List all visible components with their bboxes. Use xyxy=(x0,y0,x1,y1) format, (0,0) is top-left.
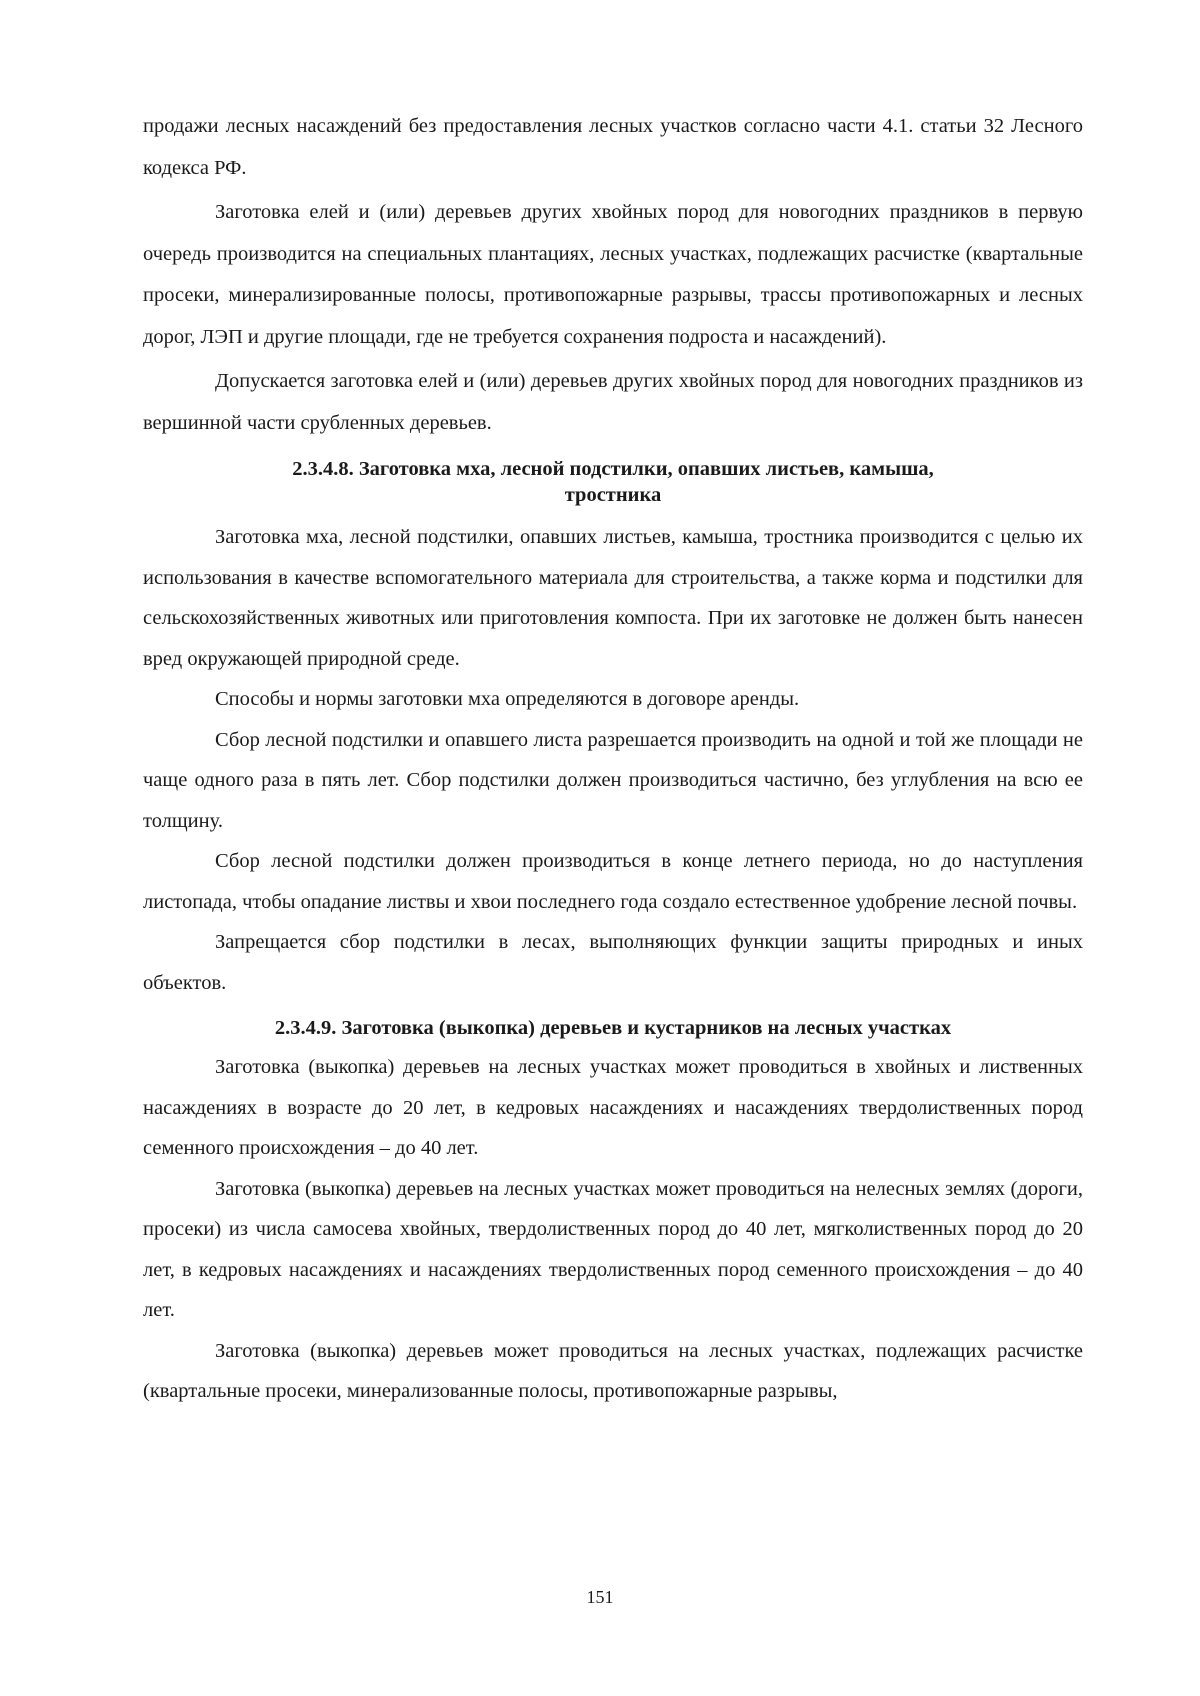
section-heading-2-3-4-9: 2.3.4.9. Заготовка (выкопка) деревьев и кустарников на лесных участках xyxy=(274,1017,952,1039)
paragraph: Способы и нормы заготовки мха определяются в договоре аренды. xyxy=(215,688,800,710)
paragraph: Заготовка елей и (или) деревьев других хвойных пород для новогодних праздников в первую очередь производится на специальных плантациях, лесных участках, подлежащих расчистке (квартальные просеки, минерализированные полосы, противопожарные разрывы, трассы противопожарных и лесных дорог, ЛЭП и другие площади, где не требуется сохранения подроста и насаждений). xyxy=(143,201,1083,348)
paragraph: Заготовка мха, лесной подстилки, опавших листьев, камыша, тростника производится с целью их использования в качестве вспомогательного материала для строительства, а также корма и подстилки для сельскохозяйственных животных или приготовления компоста. При их заготовке не должен быть нанесен вред окружающей природной среде. xyxy=(143,526,1083,670)
paragraph: Запрещается сбор подстилки в лесах, выполняющих функции защиты природных и иных объектов. xyxy=(143,931,1083,994)
section-heading-2-3-4-8 xyxy=(143,456,1083,508)
page-number: 151 xyxy=(586,1587,614,1607)
section-heading-line: 2.3.4.8. Заготовка мха, лесной подстилки, опавших листьев, камыша, xyxy=(292,458,934,480)
paragraph: Заготовка (выкопка) деревьев на лесных участках может проводиться на нелесных землях (дороги, просеки) из числа самосева хвойных, твердолиственных пород до 40 лет, мягколиственных пород до 20 лет, в кедровых насаждениях и насаждениях твердолиственных пород семенного происхождения – до 40 лет. xyxy=(143,1177,1083,1321)
section-heading-line: тростника xyxy=(564,484,662,506)
paragraph-continuation: продажи лесных насаждений без предоставления лесных участков согласно части 4.1. статьи 32 Лесного кодекса РФ. xyxy=(143,115,1083,179)
paragraph: Сбор лесной подстилки должен производиться в конце летнего периода, но до наступления листопада, чтобы опадание листвы и хвои последнего года создало естественное удобрение лесной почвы. xyxy=(143,850,1083,913)
paragraph: Заготовка (выкопка) деревьев на лесных участках может проводиться в хвойных и лиственных насаждениях в возрасте до 20 лет, в кедровых насаждениях и насаждениях твердолиственных пород семенного происхождения – до 40 лет. xyxy=(143,1056,1083,1159)
paragraph: Сбор лесной подстилки и опавшего листа разрешается производить на одной и той же площади не чаще одного раза в пять лет. Сбор подстилки должен производиться частично, без углубления на всю ее толщину. xyxy=(143,728,1083,832)
paragraph: Заготовка (выкопка) деревьев может проводиться на лесных участках, подлежащих расчистке (квартальные просеки, минерализованные полосы, противопожарные разрывы, xyxy=(143,1339,1083,1402)
paragraph: Допускается заготовка елей и (или) деревьев других хвойных пород для новогодних праздников из вершинной части срубленных деревьев. xyxy=(143,370,1083,434)
document-page xyxy=(143,106,1083,1412)
